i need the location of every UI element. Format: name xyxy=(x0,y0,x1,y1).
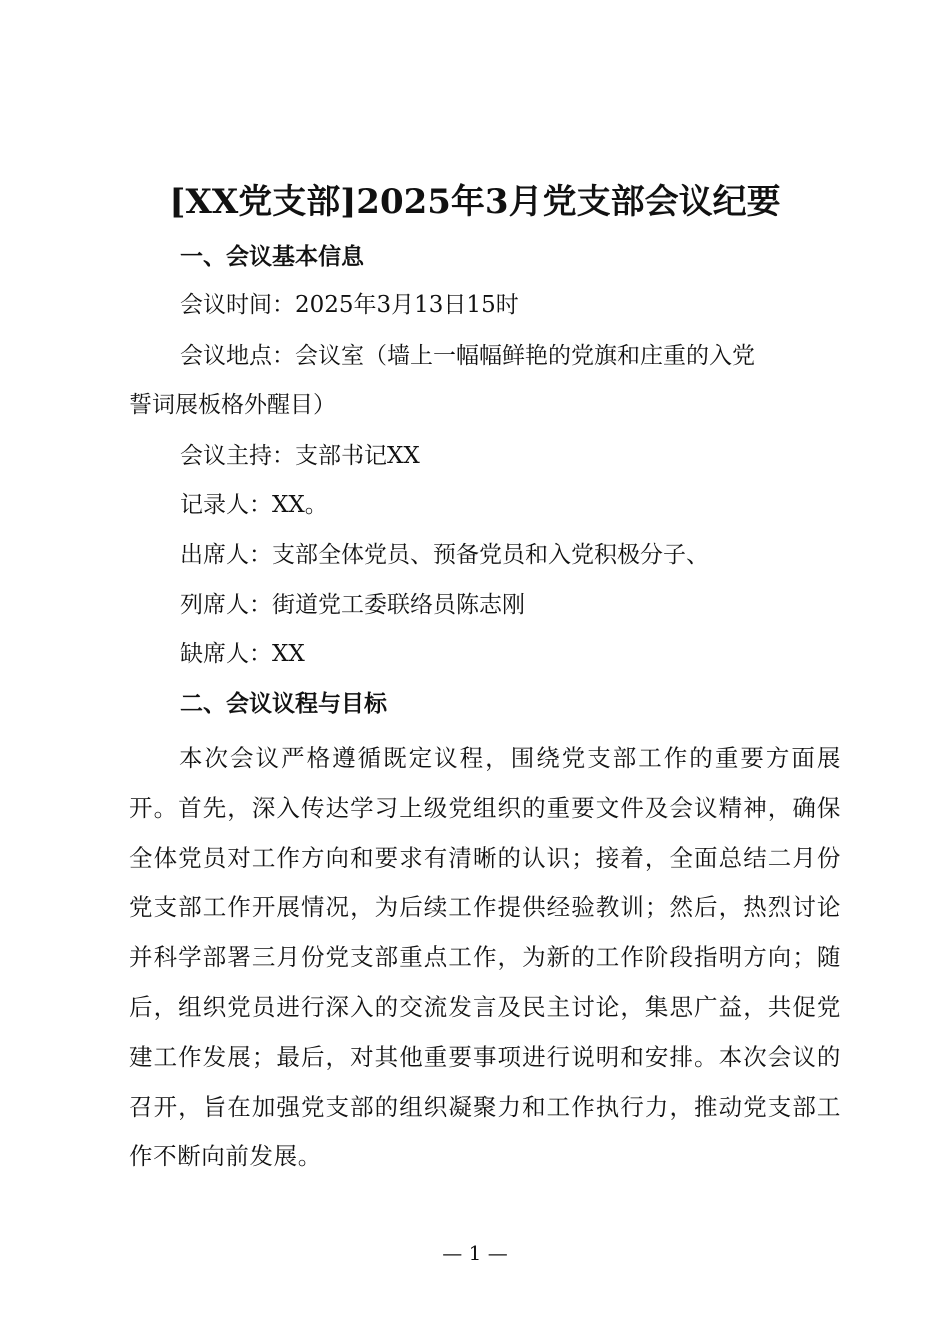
document-title: [XX党支部]2025年3月党支部会议纪要 xyxy=(169,182,781,222)
meeting-host: 会议主持：支部书记XX xyxy=(180,443,420,469)
meeting-place-line2: 誓词展板格外醒目） xyxy=(129,392,336,418)
section-heading-basic-info: 一、会议基本信息 xyxy=(180,244,364,270)
meeting-place-line1: 会议地点：会议室（墙上一幅幅鲜艳的党旗和庄重的入党 xyxy=(180,343,755,369)
agenda-paragraph: 本次会议严格遵循既定议程，围绕党支部工作的重要方面展开。首先，深入传达学习上级党组织的重要文件及会议精神，确保全体党员对工作方向和要求有清晰的认识；接着，全面总结二月份党支部工作开展情况，为后续工作提供经验教训；然后，热烈讨论并科学部署三月份党支部重点工作，为新的工作阶段指明方向；随后，组织党员进行深入的交流发言及民主讨论，集思广益，共促党建工作发展；最后，对其他重要事项进行说明和安排。本次会议的召开，旨在加强党支部的组织凝聚力和工作执行力，推动党支部工作不断向前发展。 xyxy=(129,744,841,1171)
page-number: — 1 — xyxy=(442,1241,508,1265)
meeting-absentees: 缺席人：XX xyxy=(180,641,305,667)
meeting-recorder: 记录人：XX。 xyxy=(180,492,328,518)
meeting-time: 会议时间：2025年3月13日15时 xyxy=(180,292,519,318)
meeting-observers: 列席人：街道党工委联络员陈志刚 xyxy=(180,592,525,618)
section-heading-agenda: 二、会议议程与目标 xyxy=(180,691,387,717)
meeting-attendees: 出席人：支部全体党员、预备党员和入党积极分子、 xyxy=(180,542,709,568)
